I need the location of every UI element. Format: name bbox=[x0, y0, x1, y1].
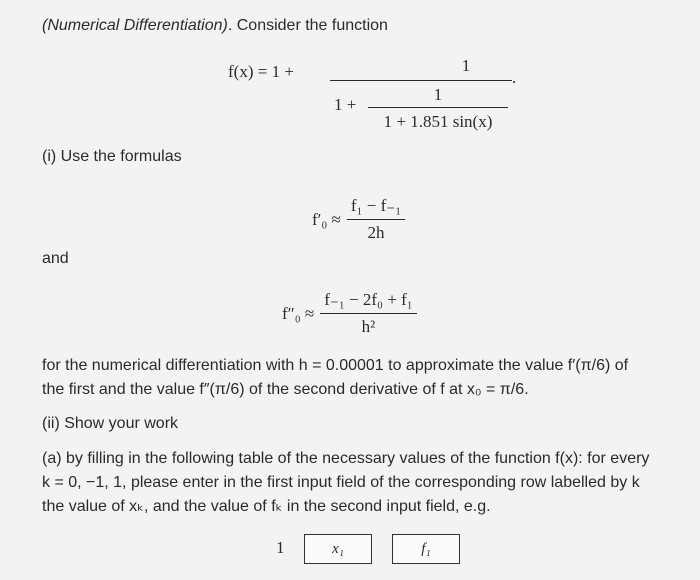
formula2-fraction bbox=[320, 290, 416, 337]
outer-numerator: 1 bbox=[461, 56, 471, 75]
example-f-field[interactable]: f₁ bbox=[392, 534, 460, 564]
header-rest: . Consider the function bbox=[227, 17, 388, 34]
part-i-label: (i) Use the formulas bbox=[42, 148, 182, 165]
part-a-line-2: k = 0, −1, 1, please enter in the first input field of the corresponding row labelled by k bbox=[42, 474, 640, 491]
part-a-line-3: the value of xₖ, and the value of fₖ in the second input field, e.g. bbox=[42, 498, 491, 515]
formula1-fraction bbox=[347, 196, 405, 243]
outer-fraction bbox=[330, 56, 512, 131]
formula2-lhs: f″₀ ≈ bbox=[282, 303, 315, 323]
inner-fraction bbox=[368, 85, 508, 132]
outer-denominator bbox=[330, 81, 512, 131]
example-x-field[interactable]: x₁ bbox=[304, 534, 372, 564]
function-end: . bbox=[512, 68, 517, 87]
part-ii-label: (ii) Show your work bbox=[42, 415, 179, 432]
function-lhs: f(x) = 1 + bbox=[228, 62, 294, 81]
formula-first-derivative bbox=[312, 196, 405, 243]
formula-second-derivative bbox=[282, 290, 417, 337]
formula1-lhs: f′₀ ≈ bbox=[312, 209, 341, 229]
paragraph-line-2: the first and the value f″(π/6) of the second derivative of f at x₀ = π/6. bbox=[42, 381, 529, 398]
inner-prefix: 1 + bbox=[334, 95, 357, 114]
formula2-num: f₋₁ − 2f₀ + f₁ bbox=[324, 290, 413, 309]
inner-denominator: 1 + 1.851 sin(x) bbox=[383, 112, 493, 131]
formula2-den: h² bbox=[361, 317, 376, 336]
example-k-label: 1 bbox=[276, 538, 285, 557]
formula1-den: 2h bbox=[367, 223, 385, 242]
header-line bbox=[42, 14, 388, 38]
inner-numerator: 1 bbox=[433, 85, 443, 104]
header-italic: (Numerical Differentiation) bbox=[42, 17, 228, 34]
inner-fraction-bar bbox=[368, 107, 508, 108]
formula1-num: f₁ − f₋₁ bbox=[350, 196, 402, 215]
paragraph-line-1: for the numerical differentiation with h = 0.00001 to approximate the value f′(π/6) of bbox=[42, 357, 629, 374]
and-label: and bbox=[42, 250, 69, 267]
part-a-line-1: (a) by filling in the following table of the necessary values of the function f(x): for every bbox=[42, 450, 650, 467]
